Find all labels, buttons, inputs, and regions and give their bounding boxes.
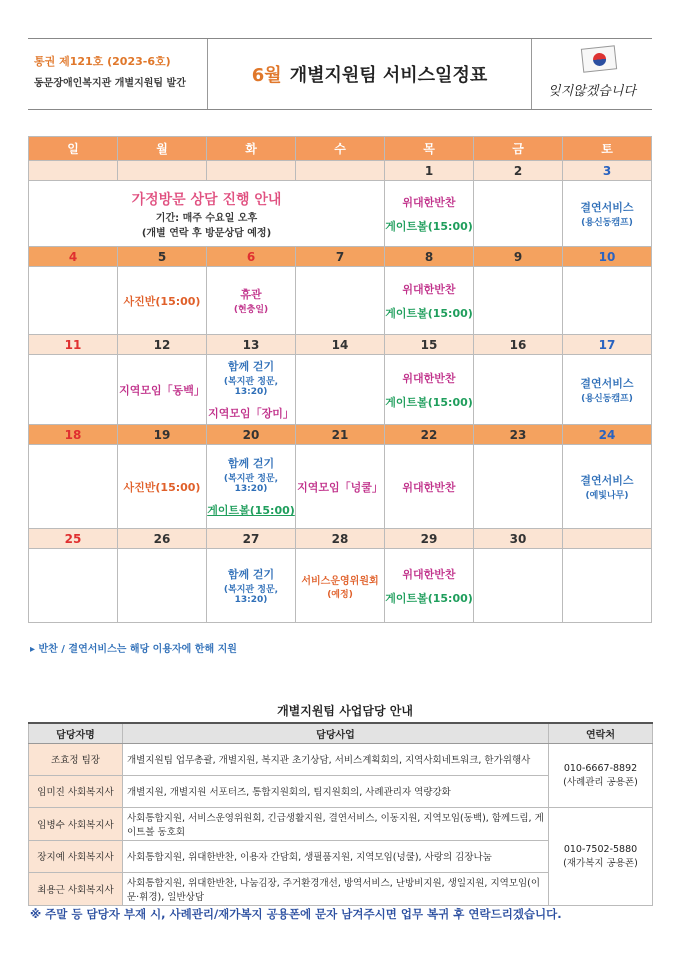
publisher: 동문장애인복지관 개별지원팀 발간: [34, 78, 186, 89]
date-cell: [296, 161, 385, 181]
sponsorship-event: 결연서비스: [580, 201, 634, 214]
event-cell: [385, 267, 474, 335]
event-cell: [29, 355, 118, 425]
event-cell: [563, 181, 652, 247]
event-cell: [385, 549, 474, 623]
local-group-event: 지역모임「넝쿨」: [297, 480, 383, 494]
date-row-week5: [29, 529, 652, 549]
event-cell: [118, 267, 207, 335]
contact-cell: [549, 807, 653, 905]
date-cell: 8: [385, 247, 474, 267]
meal-event: 위대한반찬: [402, 371, 456, 385]
sponsorship-place: (예빛나무): [585, 491, 629, 501]
slogan-block: [532, 39, 652, 109]
sponsorship-place: (용신동캠프): [581, 394, 633, 404]
gateball-event: 게이트볼(15:00): [207, 504, 295, 517]
meal-event: 위대한반찬: [402, 282, 456, 296]
issue-info: [28, 39, 208, 109]
date-cell: 14: [296, 335, 385, 355]
event-row-week1: [29, 181, 652, 247]
event-cell: [207, 267, 296, 335]
event-cell: [474, 549, 563, 623]
event-cell: [29, 267, 118, 335]
event-cell: [563, 355, 652, 425]
event-cell: [563, 267, 652, 335]
event-cell: [296, 355, 385, 425]
month-label: 6월: [251, 65, 282, 86]
home-visit-period: 기간: 매주 수요일 오후: [155, 212, 258, 224]
event-cell: [207, 549, 296, 623]
day-wed: 수: [296, 137, 385, 161]
contact-phone: 010-6667-8892: [563, 762, 638, 774]
date-cell: 3: [563, 161, 652, 181]
contact-label: (사례관리 공용폰): [563, 776, 638, 788]
table-row: [29, 743, 653, 775]
date-cell: 25: [29, 529, 118, 549]
walk-place: (복지관 정문, 13:20): [223, 585, 279, 605]
date-cell: 19: [118, 425, 207, 445]
gateball-event: 게이트볼(15:00): [385, 395, 473, 409]
newsletter-header: [28, 38, 652, 110]
walk-place: (복지관 정문, 13:20): [223, 474, 279, 494]
event-cell: [118, 355, 207, 425]
date-cell: 30: [474, 529, 563, 549]
date-cell: 10: [563, 247, 652, 267]
event-cell: [474, 355, 563, 425]
date-row-week3: [29, 335, 652, 355]
date-cell: 29: [385, 529, 474, 549]
date-cell: 4: [29, 247, 118, 267]
staff-name: 임병수 사회복지사: [29, 807, 123, 840]
date-cell: 5: [118, 247, 207, 267]
event-row-week2: [29, 267, 652, 335]
event-cell: [118, 549, 207, 623]
date-row-week2: [29, 247, 652, 267]
date-cell: 21: [296, 425, 385, 445]
date-cell: 27: [207, 529, 296, 549]
event-cell: [385, 181, 474, 247]
day-sun: 일: [29, 137, 118, 161]
date-cell: 17: [563, 335, 652, 355]
contact-label: (재가복지 공용폰): [563, 857, 638, 869]
staff-name: 장지예 사회복지사: [29, 840, 123, 872]
date-cell: 16: [474, 335, 563, 355]
meal-event: 위대한반찬: [402, 195, 456, 209]
date-cell: 20: [207, 425, 296, 445]
date-cell: [207, 161, 296, 181]
date-cell: 2: [474, 161, 563, 181]
staff-section-title: 개별지원팀 사업담당 안내: [277, 704, 413, 718]
committee-note: (예정): [327, 589, 353, 600]
date-cell: 18: [29, 425, 118, 445]
date-cell: [29, 161, 118, 181]
event-cell: [296, 267, 385, 335]
day-sat: 토: [563, 137, 652, 161]
staff-duties: 사회통합지원, 서비스운영위원회, 긴급생활지원, 결연서비스, 이동지원, 지역모임(동백), 함께드림, 게이트볼 동호회: [123, 807, 549, 840]
staff-duties: 개별지원, 개별지원 서포터즈, 통합지원회의, 팀지원회의, 사례관리자 역량강화: [123, 775, 549, 807]
page-title: [208, 39, 532, 109]
home-visit-title: 가정방문 상담 진행 안내: [131, 191, 282, 208]
contact-cell: [549, 743, 653, 807]
meal-event: 위대한반찬: [402, 567, 456, 581]
closed-note: (현충일): [233, 305, 269, 315]
date-cell: 9: [474, 247, 563, 267]
day-mon: 월: [118, 137, 207, 161]
date-row-week1: [29, 161, 652, 181]
sponsorship-place: (용신동캠프): [581, 218, 633, 228]
event-cell: [29, 549, 118, 623]
staff-name: 최용근 사회복지사: [29, 872, 123, 905]
day-thu: 목: [385, 137, 474, 161]
table-row: [29, 807, 653, 840]
date-cell: 15: [385, 335, 474, 355]
staff-table: [28, 722, 653, 906]
event-cell: [563, 549, 652, 623]
event-cell: [385, 355, 474, 425]
date-cell: 11: [29, 335, 118, 355]
committee-event: 서비스운영위원회: [301, 575, 379, 587]
staff-name: 임미진 사회복지사: [29, 775, 123, 807]
event-cell: [296, 549, 385, 623]
walk-event: 함께 걷기: [227, 457, 275, 470]
walk-event: 함께 걷기: [227, 568, 275, 581]
contact-phone: 010-7502-5880: [563, 843, 638, 855]
date-cell: 23: [474, 425, 563, 445]
local-group-event: 지역모임「동백」: [119, 383, 205, 397]
header-duties: 담당사업: [123, 723, 549, 743]
event-cell: [207, 355, 296, 425]
home-visit-note: (개별 연락 후 방문상담 예정): [141, 227, 272, 239]
header-name: 담당자명: [29, 723, 123, 743]
date-cell: 22: [385, 425, 474, 445]
staff-name: 조효정 팀장: [29, 743, 123, 775]
title-text: 개별지원팀 서비스일정표: [289, 65, 488, 86]
event-row-week4: [29, 445, 652, 529]
gateball-event: 게이트볼(15:00): [385, 306, 473, 320]
event-cell: [563, 445, 652, 529]
date-cell: [563, 529, 652, 549]
event-cell: [118, 445, 207, 529]
slogan-text: 잊지않겠습니다: [548, 83, 636, 99]
date-cell: 24: [563, 425, 652, 445]
staff-duties: 사회통합지원, 위대한반찬, 나눔김장, 주거환경개선, 방역서비스, 난방비지원, 생일지원, 지역모임(이문·휘경), 일반상담: [123, 872, 549, 905]
gateball-event: 게이트볼(15:00): [385, 591, 473, 605]
walk-event: 함께 걷기: [227, 360, 275, 373]
event-row-week5: [29, 549, 652, 623]
meal-event: 위대한반찬: [402, 480, 456, 494]
staff-duties: 사회통합지원, 위대한반찬, 이용자 간담회, 생필품지원, 지역모임(넝쿨), 사랑의 김장나눔: [123, 840, 549, 872]
event-row-week3: [29, 355, 652, 425]
event-cell: [474, 181, 563, 247]
event-cell: [29, 445, 118, 529]
event-cell: [385, 445, 474, 529]
day-tue: 화: [207, 137, 296, 161]
closed-event: 휴관: [240, 288, 262, 301]
date-cell: 6: [207, 247, 296, 267]
schedule-calendar: [28, 136, 652, 623]
photo-class-event: 사진반(15:00): [123, 480, 201, 494]
korean-flag-icon: [581, 45, 617, 72]
home-visit-notice: [29, 181, 385, 247]
sponsorship-event: 결연서비스: [580, 377, 634, 390]
sponsorship-event: 결연서비스: [580, 474, 634, 487]
date-cell: [118, 161, 207, 181]
day-fri: 금: [474, 137, 563, 161]
photo-class-event: 사진반(15:00): [123, 294, 201, 308]
event-cell: [296, 445, 385, 529]
walk-place: (복지관 정문, 13:20): [223, 377, 279, 397]
staff-duties: 개별지원팀 업무총괄, 개별지원, 복지관 초기상담, 서비스계획회의, 지역사회네트워크, 한가위행사: [123, 743, 549, 775]
header-contact: 연락처: [549, 723, 653, 743]
weekday-header-row: [29, 137, 652, 161]
event-cell: [474, 445, 563, 529]
gateball-event: 게이트볼(15:00): [385, 219, 473, 233]
support-note: ▸ 반찬 / 결연서비스는 해당 이용자에 한해 지원: [30, 644, 237, 655]
date-cell: 7: [296, 247, 385, 267]
date-cell: 26: [118, 529, 207, 549]
date-cell: 12: [118, 335, 207, 355]
event-cell: [474, 267, 563, 335]
local-group-event: 지역모임「장미」: [208, 407, 294, 420]
date-row-week4: [29, 425, 652, 445]
issue-number: 통권 제121호 (2023-6호): [34, 55, 171, 68]
staff-header-row: [29, 723, 653, 743]
date-cell: 1: [385, 161, 474, 181]
footer-notice: ※ 주말 등 담당자 부재 시, 사례관리/재가복지 공용폰에 문자 남겨주시면 업무 복귀 후 연락드리겠습니다.: [30, 907, 562, 921]
date-cell: 13: [207, 335, 296, 355]
event-cell: [207, 445, 296, 529]
date-cell: 28: [296, 529, 385, 549]
